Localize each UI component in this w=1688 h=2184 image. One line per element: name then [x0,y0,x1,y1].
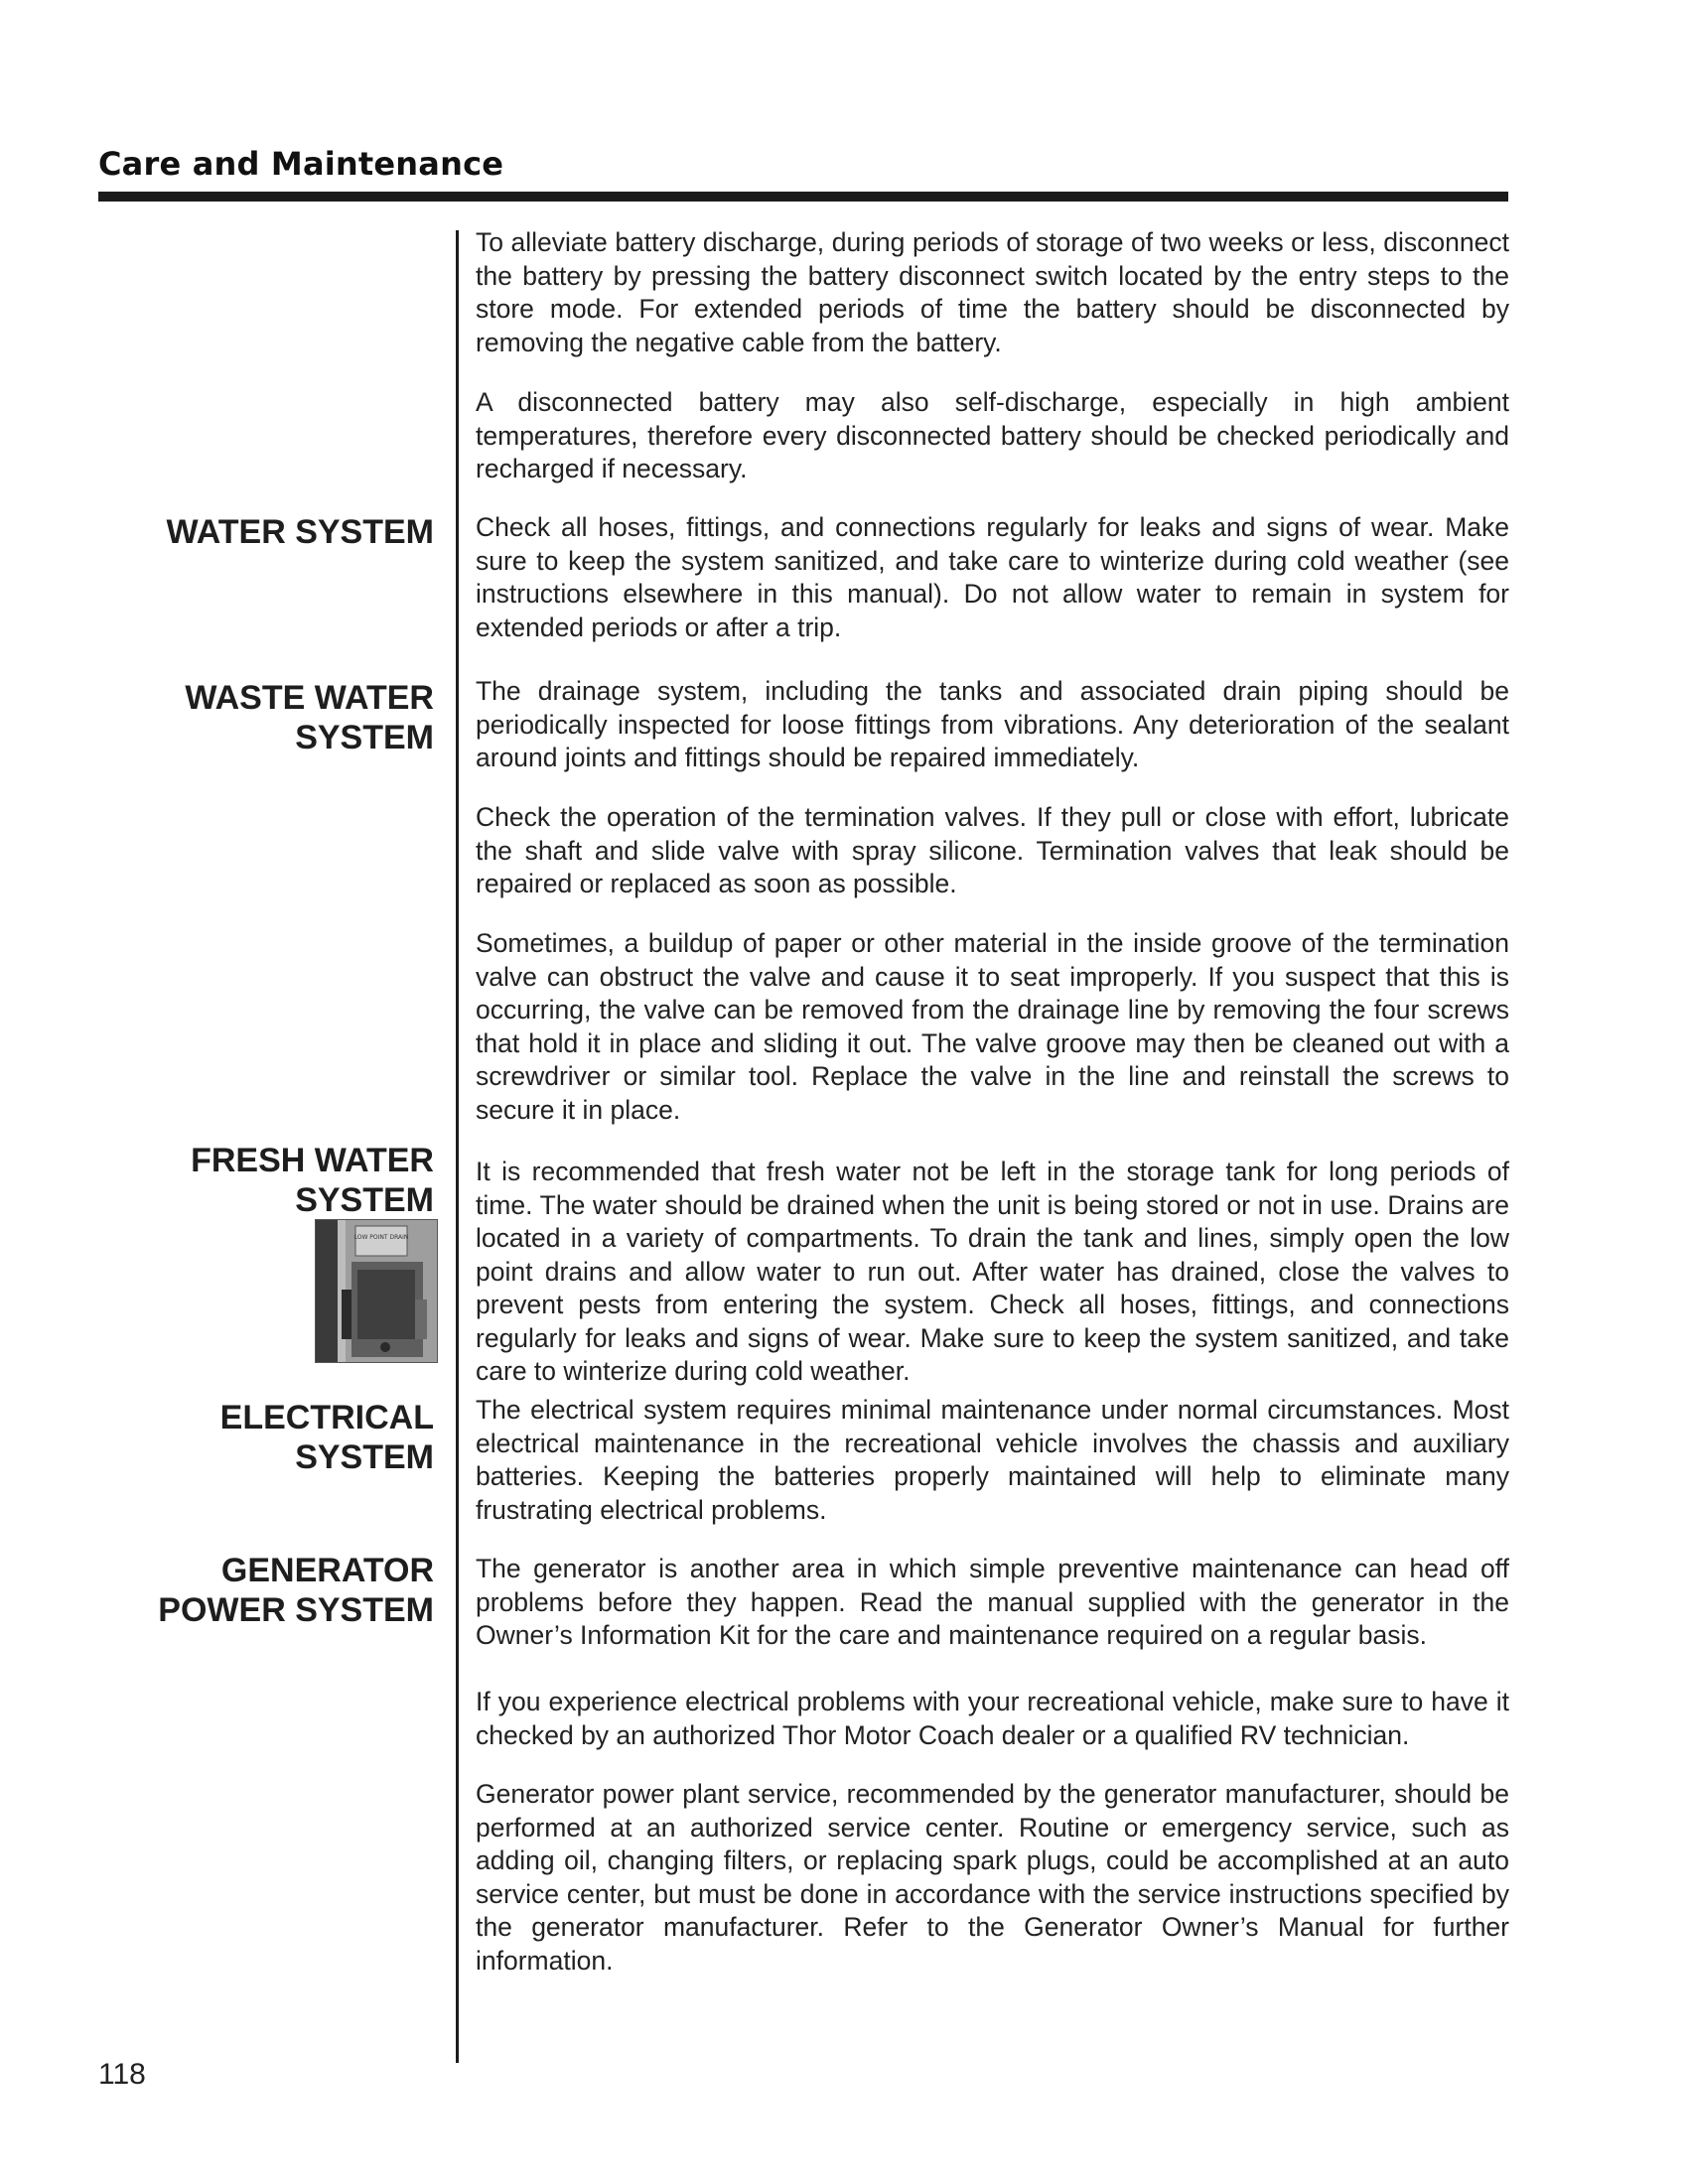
battery-paragraph-2: A disconnected battery may also self-discharge, especially in high ambient temperatures, therefore every disconnected battery should be checked periodically and recharged if necessary. [476,387,1509,483]
photo-sign-label: LOW POINT DRAIN [353,1234,409,1241]
page-number: 118 [98,2058,146,2091]
generator-paragraph-3: Generator power plant service, recommended by the generator manufacturer, should be performed at an authorized service center. Routine or emergency service, such as adding oil, changing filters, or replacing spark plugs, could be accomplished at an auto service center, but must be done in accordance with the service instructions specified by the generator manufacturer. Refer to the Generator Owner’s Manual for further information. [476,1779,1509,1976]
fresh-water-paragraph-1: It is recommended that fresh water not be left in the storage tank for long periods of time. The water should be drained when the unit is being stored or not in use. Drains are located in a variety of compartments. To drain the tank and lines, simply open the low point drains and allow water to run out. After water has drained, close the valves to prevent pests from entering the system. Check all hoses, fittings, and connections regularly for leaks and signs of wear. Make sure to keep the system sanitized, and take care to winterize during cold weather. [476,1157,1509,1386]
waste-water-paragraph-3: Sometimes, a buildup of paper or other material in the inside groove of the termination valve can obstruct the valve and cause it to seat improperly. If you suspect that this is occurring, the valve can be removed from the drainage line by removing the four screws that hold it in place and sliding it out. The valve groove may then be cleaned out with a screwdriver or similar tool. Replace the valve in the line and reinstall the screws to secure it in place. [476,928,1509,1125]
low-point-drain-photo [315,1219,438,1363]
section-label-waste-water-system: WASTE WATER SYSTEM [185,679,434,756]
generator-paragraph-1: The generator is another area in which simple preventive maintenance can head off problems before they happen. Read the manual supplied with the generator in the Owner’s Information Kit for the care and maintenance required on a regular basis. [476,1554,1509,1650]
section-label-water-system: WATER SYSTEM [166,513,434,551]
section-label-fresh-water-system: FRESH WATER SYSTEM [191,1142,434,1219]
header-rule [98,192,1508,202]
section-label-electrical-system: ELECTRICAL SYSTEM [219,1399,434,1476]
water-system-paragraph-1: Check all hoses, fittings, and connections regularly for leaks and signs of wear. Make sure to keep the system sanitized, and take care to winterize during cold weather (see instructions elsewhere in this manual). Do not allow water to remain in system for extended periods or after a trip. [476,512,1509,642]
section-label-generator-power-system: GENERATOR POWER SYSTEM [158,1552,434,1629]
electrical-paragraph-1: The electrical system requires minimal maintenance under normal circumstances. Most electrical maintenance in the recreational vehicle involves the chassis and auxiliary batteries. Keeping the batteries properly maintained will help to eliminate many frustrating electrical problems. [476,1395,1509,1525]
battery-paragraph-1: To alleviate battery discharge, during periods of storage of two weeks or less, disconnect the battery by pressing the battery disconnect switch located by the entry steps to the store mode. For extended periods of time the battery should be disconnected by removing the negative cable from the battery. [476,227,1509,357]
column-divider [456,230,459,2063]
generator-paragraph-2: If you experience electrical problems with your recreational vehicle, make sure to have it checked by an authorized Thor Motor Coach dealer or a qualified RV technician. [476,1687,1509,1750]
waste-water-paragraph-2: Check the operation of the termination valves. If they pull or close with effort, lubricate the shaft and slide valve with spray silicone. Termination valves that leak should be repaired or replaced as soon as possible. [476,802,1509,898]
page-title: Care and Maintenance [98,145,504,183]
waste-water-paragraph-1: The drainage system, including the tanks and associated drain piping should be periodically inspected for loose fittings from vibrations. Any deterioration of the sealant around joints and fittings should be repaired immediately. [476,676,1509,772]
